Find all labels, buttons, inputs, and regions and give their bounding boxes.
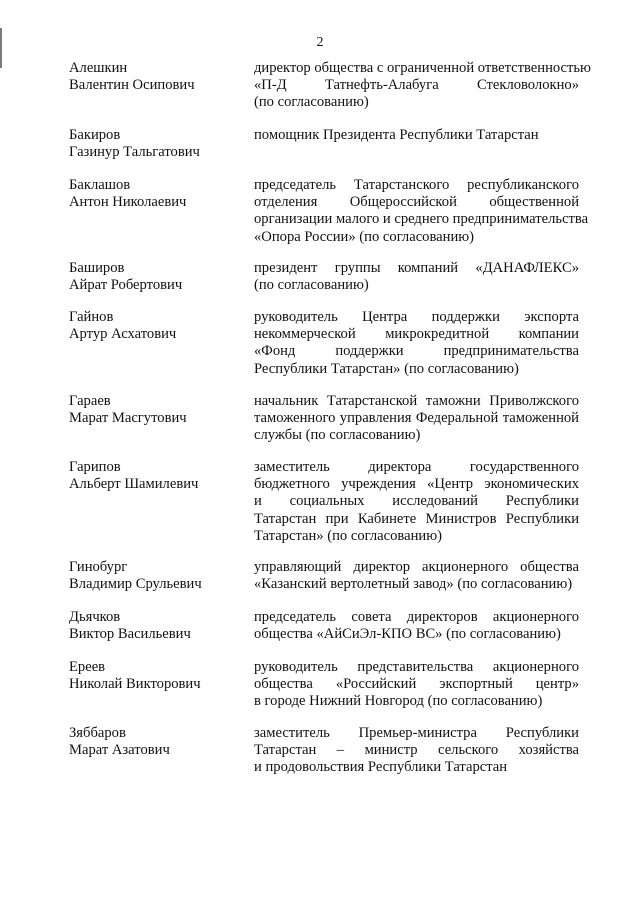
person-name — [69, 260, 239, 294]
position-line: руководитель Центра поддержки экспорта — [254, 309, 579, 325]
position-line: (по согласованию) — [254, 277, 369, 294]
person-surname: Зяббаров — [69, 725, 126, 741]
person-position — [254, 60, 591, 112]
position-line: в городе Нижний Новгород (по согласованию) — [254, 693, 543, 710]
person-position — [254, 177, 589, 246]
position-line: службы (по согласованию) — [254, 427, 421, 444]
person-surname: Дьячков — [69, 609, 121, 625]
person-position — [254, 260, 579, 294]
person-given-name: Айрат Робертович — [69, 277, 183, 294]
person-position — [254, 127, 579, 144]
position-line: президент группы компаний «ДАНАФЛЕКС» — [254, 260, 579, 276]
position-line: Татарстан при Кабинете Министров Республики — [254, 510, 579, 527]
position-line: руководитель представительства акционерного — [254, 659, 579, 675]
person-surname: Ереев — [69, 659, 106, 675]
position-line: председатель совета директоров акционерного — [254, 609, 579, 625]
position-line: директор общества с ограниченной ответственностью — [254, 60, 591, 76]
person-given-name: Антон Николаевич — [69, 194, 187, 211]
person-surname: Алешкин — [69, 60, 128, 76]
position-line: начальник Татарстанской таможни Приволжского — [254, 393, 579, 409]
position-line: председатель Татарстанского республиканского — [254, 177, 579, 193]
person-position — [254, 309, 579, 378]
position-line: некоммерческой микрокредитной компании — [254, 326, 579, 343]
page-number: 2 — [316, 35, 324, 50]
position-line: (по согласованию) — [254, 94, 369, 111]
person-given-name: Артур Асхатович — [69, 326, 177, 343]
person-position — [254, 393, 579, 445]
person-surname: Бакиров — [69, 127, 121, 143]
person-position — [254, 559, 579, 593]
position-line: общества «АйСиЭл-КПО ВС» (по согласованию) — [254, 626, 561, 643]
position-line: помощник Президента Республики Татарстан — [254, 127, 539, 143]
position-line: таможенного управления Федеральной таможенной — [254, 410, 579, 427]
position-line: и продовольствия Республики Татарстан — [254, 759, 508, 776]
person-name — [69, 459, 239, 493]
position-line: «П-Д Татнефть-Алабуга Стекловолокно» — [254, 77, 579, 94]
person-name — [69, 659, 239, 693]
person-position — [254, 659, 579, 711]
person-surname: Баклашов — [69, 177, 131, 193]
position-line: «Фонд поддержки предпринимательства — [254, 343, 579, 360]
person-position — [254, 725, 579, 777]
person-position — [254, 609, 579, 643]
position-line: и социальных исследований Республики — [254, 493, 579, 510]
person-surname: Баширов — [69, 260, 125, 276]
position-line: отделения Общероссийской общественной — [254, 194, 579, 211]
person-name — [69, 559, 239, 593]
person-name — [69, 60, 239, 94]
person-given-name: Виктор Васильевич — [69, 626, 191, 643]
person-given-name: Владимир Срульевич — [69, 576, 202, 593]
person-given-name: Марат Масгутович — [69, 410, 187, 427]
person-surname: Гараев — [69, 393, 111, 409]
person-name — [69, 609, 239, 643]
person-surname: Гинобург — [69, 559, 128, 575]
person-name — [69, 309, 239, 343]
person-name — [69, 725, 239, 759]
person-name — [69, 177, 239, 211]
position-line: Татарстан – министр сельского хозяйства — [254, 742, 579, 759]
position-line: бюджетного учреждения «Центр экономических — [254, 476, 579, 493]
position-line: заместитель Премьер-министра Республики — [254, 725, 579, 741]
position-line: «Казанский вертолетный завод» (по согласованию) — [254, 576, 573, 593]
person-surname: Гайнов — [69, 309, 114, 325]
person-given-name: Альберт Шамилевич — [69, 476, 199, 493]
position-line: Татарстан» (по согласованию) — [254, 527, 442, 544]
person-given-name: Николай Викторович — [69, 676, 201, 693]
position-line: общества «Российский экспортный центр» — [254, 676, 579, 693]
position-line: Республики Татарстан» (по согласованию) — [254, 360, 519, 377]
position-line: «Опора России» (по согласованию) — [254, 228, 475, 245]
person-name — [69, 127, 239, 161]
person-given-name: Валентин Осипович — [69, 77, 195, 94]
position-line: заместитель директора государственного — [254, 459, 579, 475]
person-given-name: Марат Азатович — [69, 742, 170, 759]
person-name — [69, 393, 239, 427]
person-position — [254, 459, 579, 545]
position-line: управляющий директор акционерного общества — [254, 559, 579, 575]
position-line: организации малого и среднего предпринимательства — [254, 211, 589, 228]
person-surname: Гарипов — [69, 459, 121, 475]
person-given-name: Газинур Тальгатович — [69, 144, 200, 161]
